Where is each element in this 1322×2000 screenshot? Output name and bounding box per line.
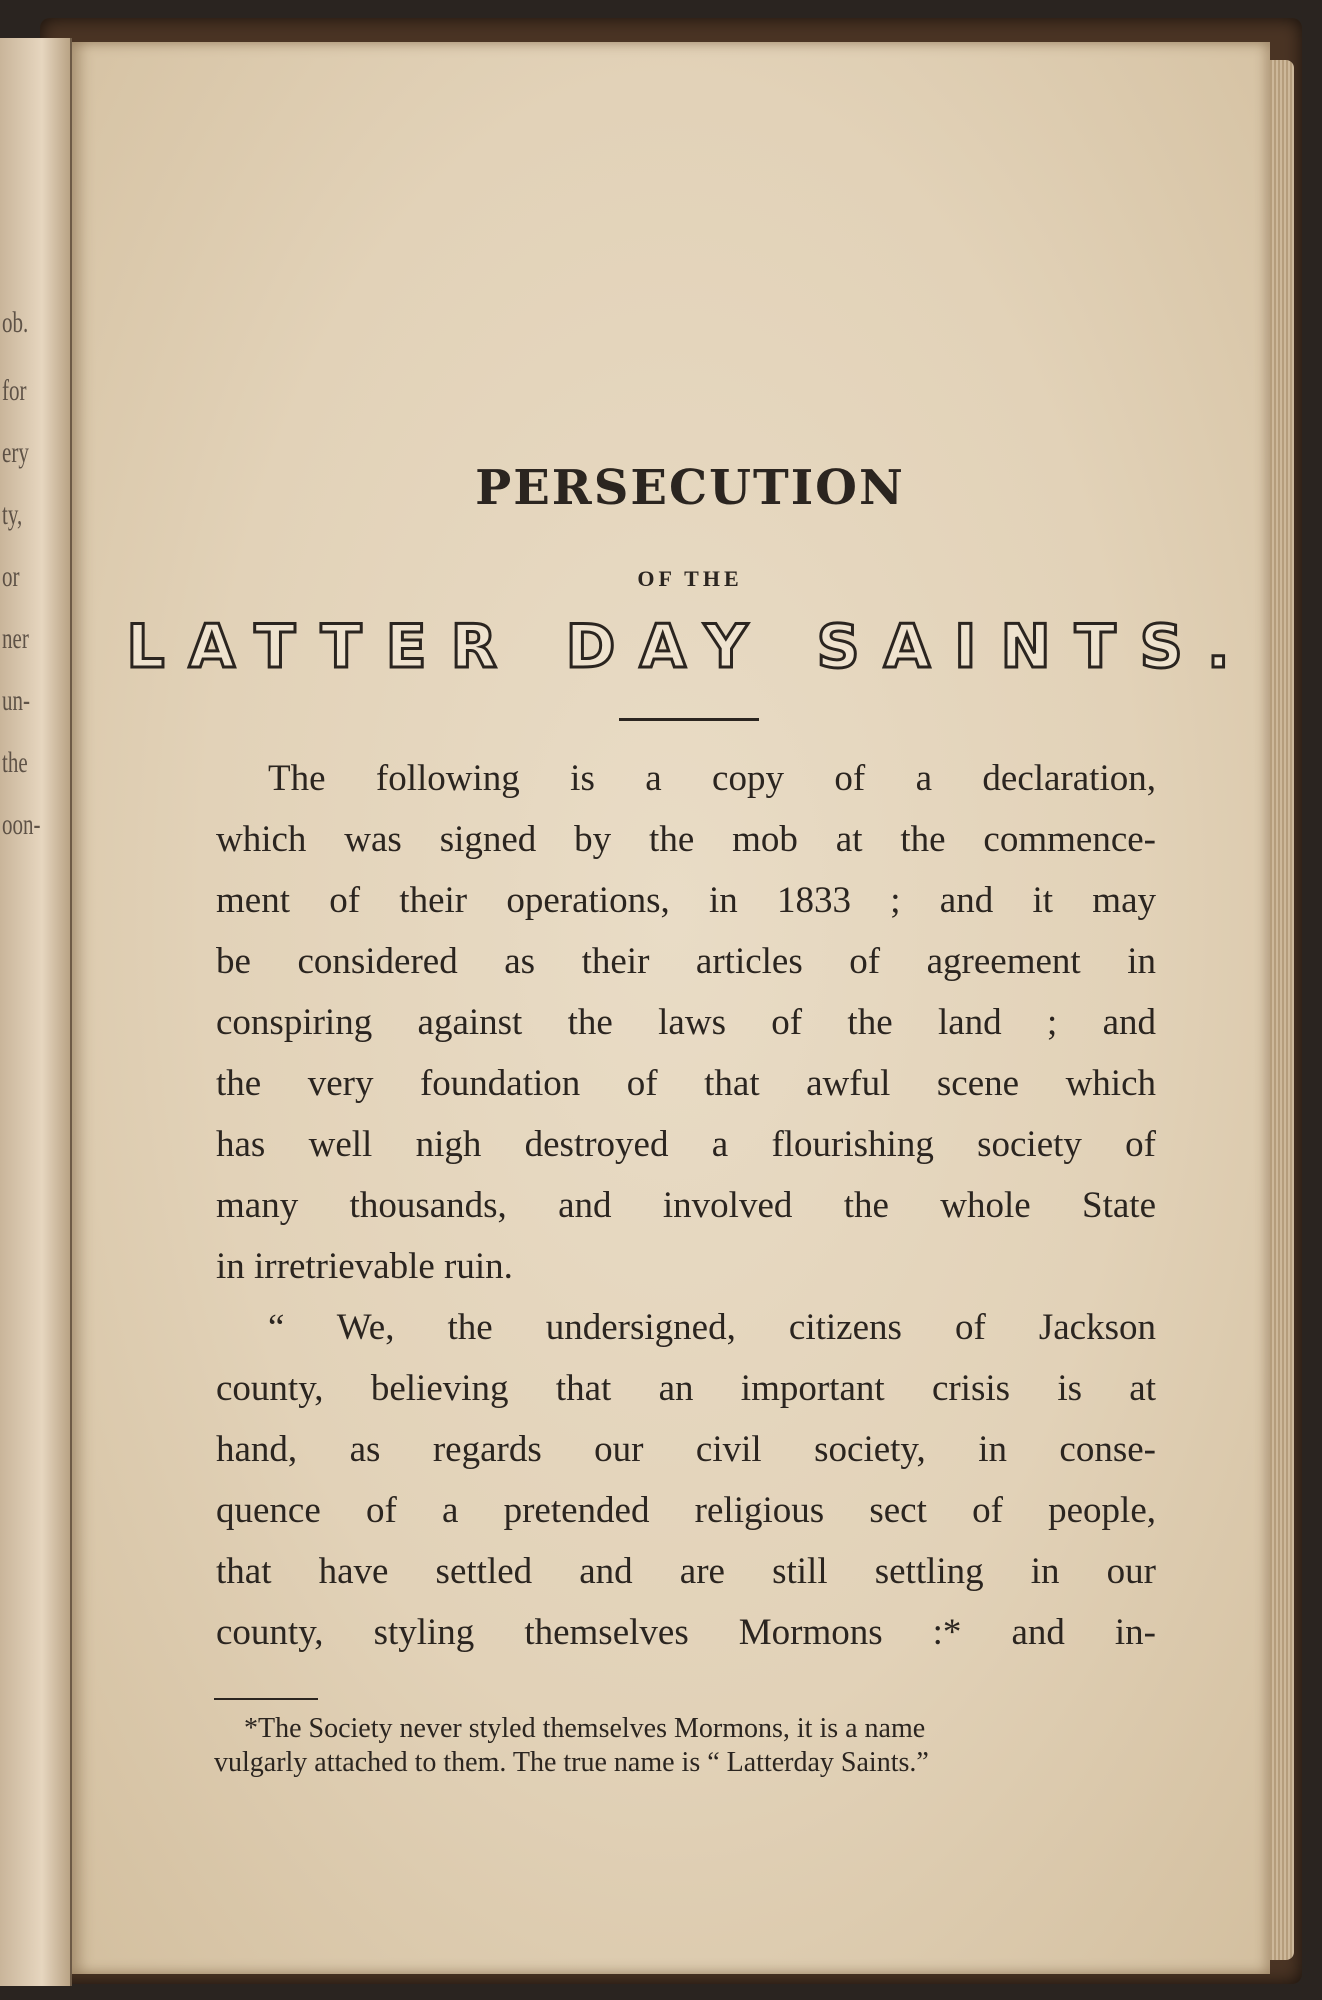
paragraph-declaration <box>216 1297 1156 1663</box>
text-line: the very foundation of that awful scene which <box>216 1063 1156 1104</box>
text-line: be considered as their articles of agreement in <box>216 941 1156 982</box>
text-line: hand, as regards our civil society, in conse- <box>216 1429 1156 1470</box>
left-page-fragment: ob. <box>2 306 29 339</box>
text-line: “ We, the undersigned, citizens of Jackson <box>268 1307 1156 1348</box>
footnote-line: *The Society never styled themselves Mormons, it is a name <box>244 1713 926 1744</box>
left-page-fragment: the <box>2 746 28 779</box>
right-page <box>72 42 1270 1974</box>
text-line: which was signed by the mob at the commence- <box>216 819 1156 860</box>
left-page-fragment: for <box>2 374 27 407</box>
left-page-fragment: oon- <box>2 808 41 841</box>
outlined-title: LATTER DAY SAINTS. <box>126 612 1254 682</box>
left-page-fragment: or <box>2 560 20 593</box>
left-page <box>0 38 72 1986</box>
footnote <box>214 1712 1154 1780</box>
text-line: that have settled and are still settling in our <box>216 1551 1156 1592</box>
page-edges <box>1268 60 1294 1960</box>
left-page-fragment: ty, <box>2 498 23 531</box>
text-line: county, styling themselves Mormons :* and in- <box>216 1612 1156 1653</box>
left-page-fragment: ner <box>2 622 29 655</box>
text-line: in irretrievable ruin. <box>216 1246 513 1287</box>
left-page-fragment: ery <box>2 436 29 469</box>
text-line: many thousands, and involved the whole State <box>216 1185 1156 1226</box>
text-line: conspiring against the laws of the land ; and <box>216 1002 1156 1043</box>
page-subtitle: OF THE <box>637 566 743 591</box>
left-page-fragment: un- <box>2 684 30 717</box>
text-line: has well nigh destroyed a flourishing society of <box>216 1124 1156 1165</box>
text-line: The following is a copy of a declaration, <box>268 758 1156 799</box>
page-title: PERSECUTION <box>475 460 905 516</box>
text-line: county, believing that an important crisis is at <box>216 1368 1156 1409</box>
footnote-line: vulgarly attached to them. The true name is “ Latterday Saints.” <box>214 1747 929 1778</box>
body-text <box>216 748 1156 1663</box>
text-line: quence of a pretended religious sect of people, <box>216 1490 1156 1531</box>
paragraph-intro <box>216 748 1156 1297</box>
footnote-rule <box>214 1698 318 1700</box>
text-line: ment of their operations, in 1833 ; and it may <box>216 880 1156 921</box>
title-rule <box>619 718 759 721</box>
